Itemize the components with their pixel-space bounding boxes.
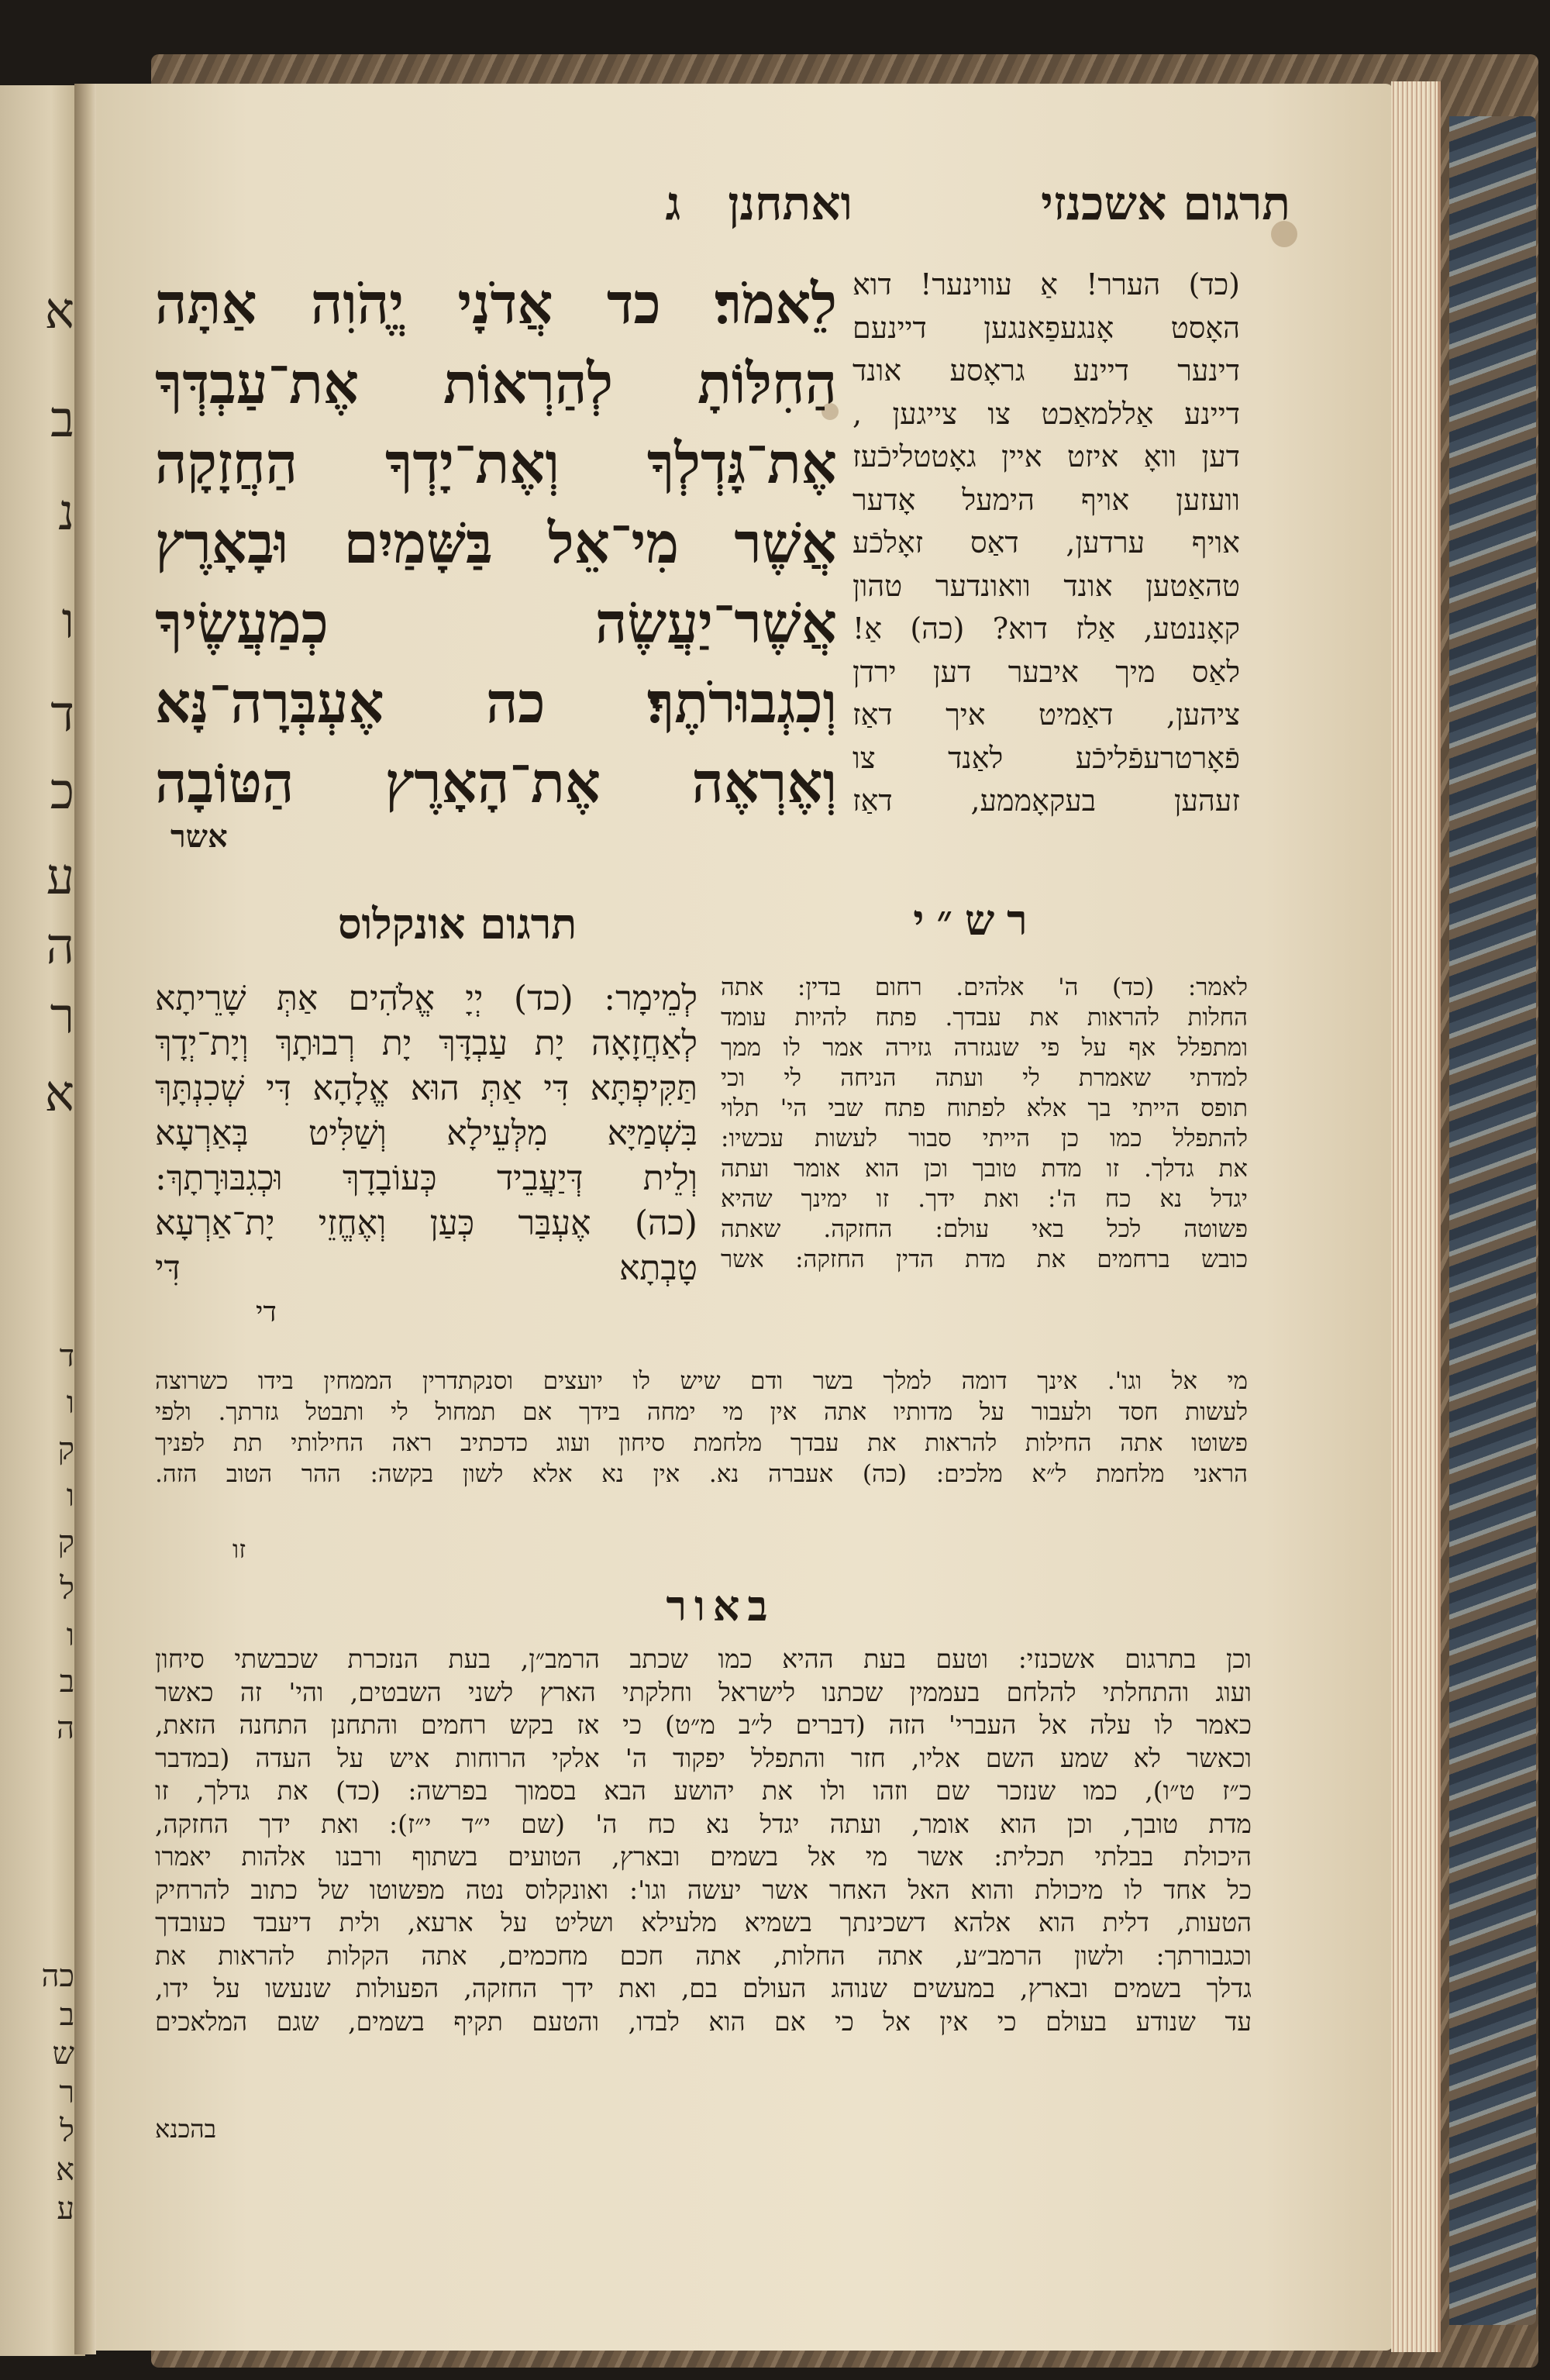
yiddish-line: קאָננטע, אַלז דוא? (כה) אַ! [852,611,1240,646]
biur-line: וכגבורתך: ולשון הרמב״ע, אתה החלות, אתה חכם מחכמים, אתה הקלות להראות את [155,1940,1252,1971]
torah-line: וְכִגְבוּרֹתֶךָ׃ כה אֶעְבְּרָה־נָּא [155,670,837,735]
left-page-fragment: ד [59,1338,74,1374]
yiddish-line: טהאַטען אונד וואונדער טהון [852,568,1240,603]
left-page-fragment: ב [50,391,74,449]
yiddish-line: האָסט אָנגעפַאנגען דיינעם [852,310,1240,345]
left-page-fragment: ד [50,686,74,743]
left-page-fragment: א [44,1066,74,1123]
left-page-fragment: א [55,2152,74,2188]
biur-line: כאמר לו עלה אל העברי' הזה (דברים ל״ב מ״ט) כי אז בקש רחמים והתחנן התחנה הזאת, [155,1710,1252,1740]
left-page-fragment: ו [61,593,74,650]
yiddish-line: פֿאָרטרעפֿליכֿע לאַנד צו [852,740,1240,775]
left-page-fragment: ע [57,2191,74,2227]
torah-line: לֵאמֹר׃ כד אֲדֹנָי יֱהֹוִה אַתָּה [155,270,837,336]
yiddish-translation [852,263,1240,823]
biur-line: מדת טובך, וכן הוא אומר, ועתה יגדל נא כח ה' (שם י״ד י״ז): ואת ידך החזקה, [155,1808,1252,1839]
yiddish-line: זעהען בעקאָממע, דאַז [852,784,1240,818]
rashi-line: פשוטה לכל באי עולם: החזקה. שאתה [721,1215,1248,1243]
onkelos-line: תַּקִּיפְתָּא דִּי אַתְּ הוּא אֱלָהָא דִּי שְׁכִנְתָּךְ [155,1069,698,1108]
left-facing-page [0,85,85,2356]
biur-line: גדלך בשמים ובארץ, במעשים שנוהג העולם בם, ואת ידך החזקה, הפעולות שנעשו על ידו, [155,1973,1252,2003]
left-page-fragment: כה [41,1958,74,1994]
onkelos-catchword: די [256,1297,277,1328]
onkelos-line: לְמֵימָר: (כד) יְיָ אֱלֹהִים אַתְּ שָׁרֵיתָא [155,979,698,1018]
page-stack-edge [1391,81,1441,2352]
left-page-fragment: ל [60,1571,74,1607]
yiddish-line: וועזען אויף הימעל אָדער [852,482,1240,517]
biur-line: ועוג והתחלתי להלחם בעממין שכתנו לישראל וחלקתי הארץ לשני השבטים, והי' זה כאשר [155,1676,1252,1707]
onkelos-line: וְלֵית דְּיַעֲבֵיד כְּעוֹבָדָךְ וּכְגִבּוּרָתָךְ: [155,1159,698,1198]
torah-line: אֲשֶׁר־יַעֲשֶׂה כְמַעֲשֶׂיךָ [155,590,837,656]
yiddish-line: ציהען, דאַמיט איך דאַז [852,697,1240,732]
left-page-fragment: ו [66,1617,74,1653]
rashi-line: לאמר: (כד) ה' אלהים. רחום בדין: אתה [721,973,1248,1001]
left-page-fragment: ה [56,1710,74,1746]
biur-text [155,1643,1252,2038]
onkelos-line: טָבְתָא דִּי [155,1249,698,1288]
left-page-fragment: ל [60,2113,74,2149]
rashi-catchword: זו [232,1534,246,1564]
page-number: ג [665,177,681,231]
left-page-fragment: ר [59,2075,74,2110]
left-page-fragment: ק [57,1431,74,1467]
left-page-fragment: ע [46,849,74,906]
onkelos-line: (כה) אֶעְבַּר כְּעַן וְאֶחֱזֵי יָת־אַרְעָא [155,1204,698,1243]
torah-line: וְאֶרְאֶה אֶת־הָאָרֶץ הַטּוֹבָה [155,749,837,815]
yiddish-line: אויף ערדען, דאַס זאָלכֿע [852,525,1240,560]
left-page-fragment: נ [58,484,74,542]
rashi-text-wide [155,1366,1248,1490]
onkelos-line: בִּשְׁמַיָּא מִלְּעֵילָא וְשַׁלִּיט בְּאַרְעָא [155,1114,698,1153]
header-parasha [465,177,852,231]
left-page-fragment: א [44,283,74,340]
rashi-line: להתפלל כמו כן הייתי סבור לעשות עכשיו: [721,1125,1248,1152]
left-page-fragment: ב [59,1664,74,1700]
torah-line: הַחִלּוֹתָ לְהַרְאוֹת אֶת־עַבְדְּךָ [155,350,837,416]
rashi-line: כובש ברחמים את מדת הדין החזקה: אשר [721,1245,1248,1273]
onkelos-line: לְאַחֲזָאָה יָת עַבְדָּךְ יָת רְבוּתָךְ וְיָת־יְדָךְ [155,1024,698,1063]
left-page-fragment: ר [50,988,74,1045]
left-page-fragment: ו [66,1478,74,1514]
torah-line: אֶת־גָּדְלְךָ וְאֶת־יָדְךָ הַחֲזָקָה [155,430,837,496]
left-page-fragment: כ [50,763,74,821]
biur-catchword: בהכנא [155,2114,217,2144]
yiddish-line: (כד) הערר! אַ עווינער! דוא [852,267,1240,301]
torah-catchword: אשר [170,818,228,855]
left-page-fragment: ק [57,1524,74,1560]
biur-line: היכולת בבלתי תכלית: אשר מי אל בשמים ובארץ, הטועים בשתוף ורבנו אלהות יאמרו [155,1841,1252,1872]
rashi-line: החלות להראות את עבדך. פתח להיות עומד [721,1004,1248,1032]
biur-title: באור [666,1581,776,1631]
biur-line: וכן בתרגום אשכנזי: וטעם בעת ההיא כמו שכתב הרמב״ן, בעת הנזכרת שכבשתי סיחון [155,1644,1252,1674]
rashi-line: יגדל נא כח ה': ואת ידך. זו ימינך שהיא [721,1185,1248,1213]
rashi-line: פשוטו אתה החילות להראות את עבדך מלחמת סיחון ועוג כדכתיב ראה החילותי תת לפניך [155,1429,1248,1457]
biur-line: הטעות, דלית הוא אלהא דשכינתך בשמיא מלעילא ושליט על ארעא, ולית דיעבד כעובדך [155,1907,1252,1937]
left-page-fragment: ב [59,1997,74,2033]
onkelos-title: תרגום אונקלוס [337,899,577,949]
biur-line: עד שנודע בעולם כי אין אל כי אם הוא לבדו, והטעם תקיף בשמים, שגם המלאכים [155,2006,1252,2037]
marbled-page-edge [1449,116,1536,2325]
left-page-fragment: ה [46,918,74,976]
biur-line: כל אחד לו מיכולת והוא האל האחר אשר יעשה וגו': ואונקלוס נטה מפשוטו של כתוב להרחיק [155,1874,1252,1905]
yiddish-line: לאַס מיך איבער דען ירדן [852,654,1240,689]
header-yiddish-title: תרגום אשכנזי [1041,177,1290,231]
left-page-fragment: ו [66,1385,74,1421]
biur-line: כ״ז ט״ו), כמו שנזכר שם וזהו ולו את יהושע הבא בסמוך בפרשה: (כד) את גדלך, זו [155,1776,1252,1806]
rashi-line: מי אל וגו'. אינך דומה למלך בשר ודם שיש לו יועצים וסנקתדרין הממחין בידו כשרוצה [155,1367,1248,1395]
yiddish-line: דען וואָ איזט איין גאָטטליכֿעז [852,439,1240,474]
rashi-line: את גדלך. זו מדת טובך וכן הוא אומר ועתה [721,1155,1248,1183]
onkelos-text [155,976,698,1291]
book-gutter [74,84,96,2354]
yiddish-line: דיינע אַללמאַכט צו צייגען , [852,396,1240,431]
yiddish-line: דינער דיינע גראָסע אונד [852,353,1240,387]
rashi-line: תופס הייתי בך אלא לפתוח פתח שבי הי' תלוי [721,1094,1248,1122]
rashi-line: ומתפלל אף על פי שנגזרה גזירה אמר לו ממך [721,1034,1248,1062]
left-page-fragment: ש [52,2036,74,2072]
biur-line: וכאשר לא שמע השם אליו, חזר והתפלל יפקוד ה' אלקי הרוחות איש על העדה (במדבר [155,1742,1252,1773]
parasha-title: ואתחנן [728,177,852,231]
rashi-line: למדתי שאמרת לי ועתה הניחה לי וכי [721,1064,1248,1092]
rashi-line: הראני מלחמת ל״א מלכים: (כה) אעברה נא. אין נא אלא לשון בקשה: ההר הטוב הזה. [155,1460,1248,1488]
rashi-text [721,973,1248,1275]
torah-line: אֲשֶׁר מִי־אֵל בַּשָּׁמַיִם וּבָאָרֶץ [155,510,837,576]
rashi-title: רש״י [913,895,1040,945]
torah-text [155,263,837,822]
rashi-line: לעשות חסד ולעבור על מדותיו אתה אין מי ימחה בידך אם תמחול לי ותבטל גזרתך. ולפי [155,1398,1248,1426]
